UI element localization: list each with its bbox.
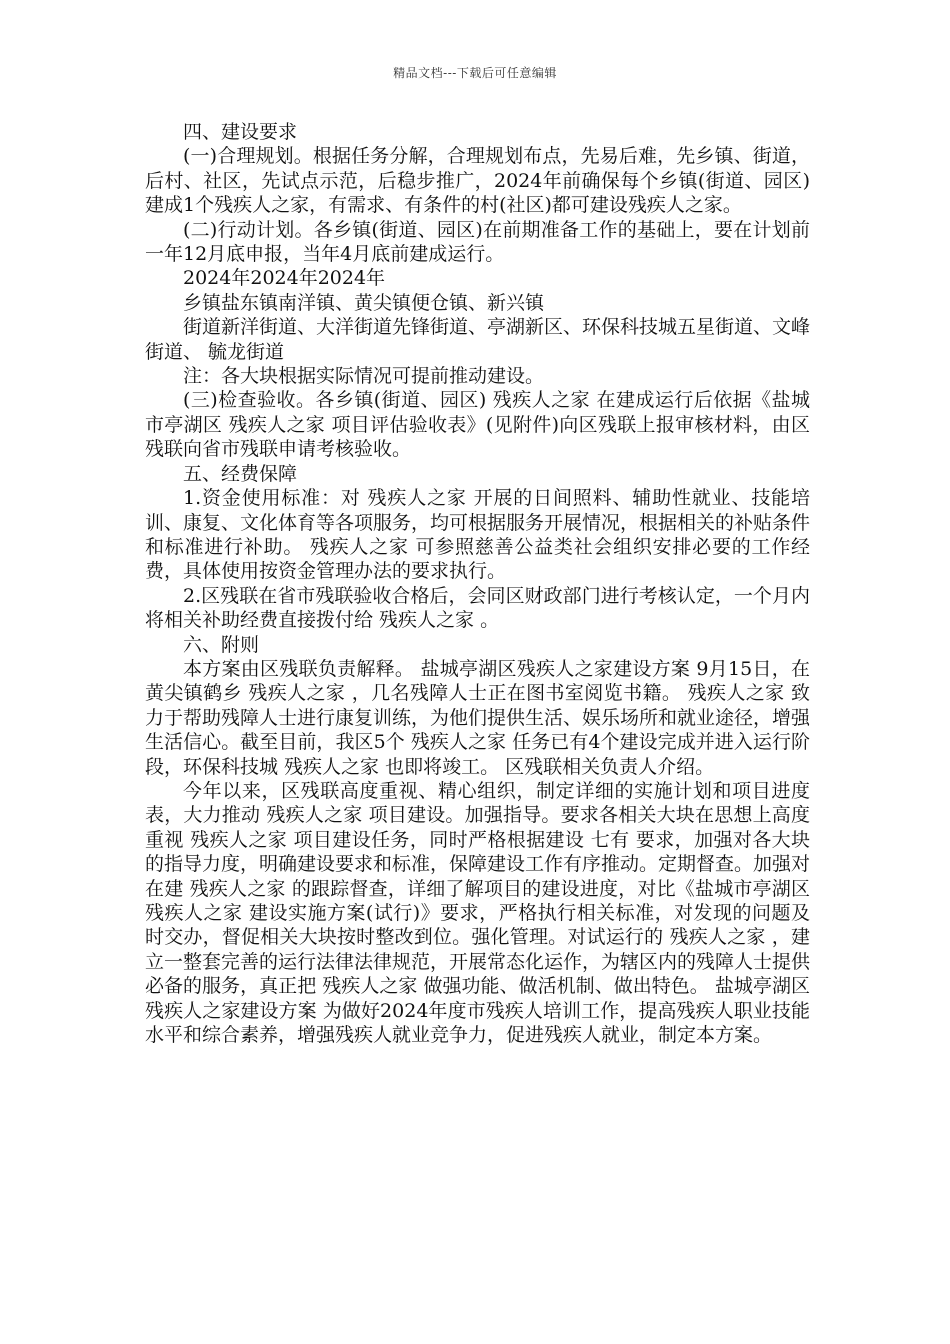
paragraph-inspection-acceptance: (三)检查验收。各乡镇(街道、园区) 残疾人之家 在建成运行后依据《盐城市亭湖区 残疾人之家 项目评估验收表》(见附件)向区残联上报审核材料，由区残联向省市残联申请考核验收。 (145, 389, 810, 461)
paragraph-townships: 乡镇盐东镇南洋镇、黄尖镇便仓镇、新兴镇 (183, 291, 545, 314)
document-body (145, 120, 810, 1047)
paragraph-streets: 街道新洋街道、大洋街道先锋街道、亭湖新区、环保科技城五星街道、文峰街道、 毓龙街道 (145, 316, 811, 363)
section-heading-funding-guarantee: 五、经费保障 (183, 462, 298, 485)
paragraph-action-plan: (二)行动计划。各乡镇(街道、园区)在前期准备工作的基础上，要在计划前一年12月底申报，当年4月底前建成运行。 (145, 218, 810, 266)
paragraph-years: 2024年2024年2024年 (183, 267, 386, 290)
paragraph-progress-summary: 今年以来，区残联高度重视、精心组织，制定详细的实施计划和项目进度表，大力推动 残疾人之家 项目建设。加强指导。要求各相关大块在思想上高度重视 残疾人之家 项目建设任务，同时严格根据建设 七有 要求，加强对各大块的指导力度，明确建设要求和标准，保障建设工作有序推动。定期督查。加强对在建 残疾人之家 的跟踪督查，详细了解项目的建设进度，对比《盐城市亭湖区残疾人之家 建设实施方案(试行)》要求，严格执行相关标准，对发现的问题及时交办，督促相关大块按时整改到位。强化管理。对试运行的 残疾人之家 ，建立一整套完善的运行法律法律规范，开展常态化运作，为辖区内的残障人士提供必备的服务，真正把 残疾人之家 做强功能、做活机制、做出特色。 盐城亭湖区残疾人之家建设方案 为做好2024年度市残疾人培训工作，提高残疾人职业技能水平和综合素养，增强残疾人就业竞争力，促进残疾人就业，制定本方案。 (145, 779, 811, 1047)
section-heading-construction-requirements: 四、建设要求 (183, 121, 298, 143)
page-header: 精品文档---下载后可任意编辑 (393, 66, 557, 80)
paragraph-interpretation: 本方案由区残联负责解释。 盐城亭湖区残疾人之家建设方案 9月15日，在黄尖镇鹤乡 残疾人之家 ，几名残障人士正在图书室阅览书籍。 残疾人之家 致力于帮助残障人士进行康复训练，为他们提供生活、娱乐场所和就业途径，增强生活信心。截至目前，我区5个 残疾人之家 任务已有4个建设完成并进入运行阶段，环保科技城 残疾人之家 也即将竣工。 区残联相关负责人介绍。 (145, 657, 811, 778)
paragraph-reasonable-planning: (一)合理规划。根据任务分解，合理规划布点，先易后难，先乡镇、街道，后村、社区，先试点示范，后稳步推广，2024年前确保每个乡镇(街道、园区)建成1个残疾人之家，有需求、有条件的村(社区)都可建设残疾人之家。 (145, 145, 810, 217)
paragraph-note: 注：各大块根据实际情况可提前推动建设。 (183, 365, 545, 388)
section-heading-supplementary-provisions: 六、附则 (183, 633, 260, 656)
paragraph-fund-standards: 1.资金使用标准：对 残疾人之家 开展的日间照料、辅助性就业、技能培训、康复、文化体育等各项服务，均可根据服务开展情况，根据相关的补贴条件和标准进行补助。 残疾人之家 可参照慈善公益类社会组织安排必要的工作经费，具体使用按资金管理办法的要求执行。 (145, 487, 811, 583)
paragraph-subsidy-disbursement: 2.区残联在省市残联验收合格后，会同区财政部门进行考核认定，一个月内将相关补助经费直接拨付给 残疾人之家 。 (145, 584, 810, 632)
